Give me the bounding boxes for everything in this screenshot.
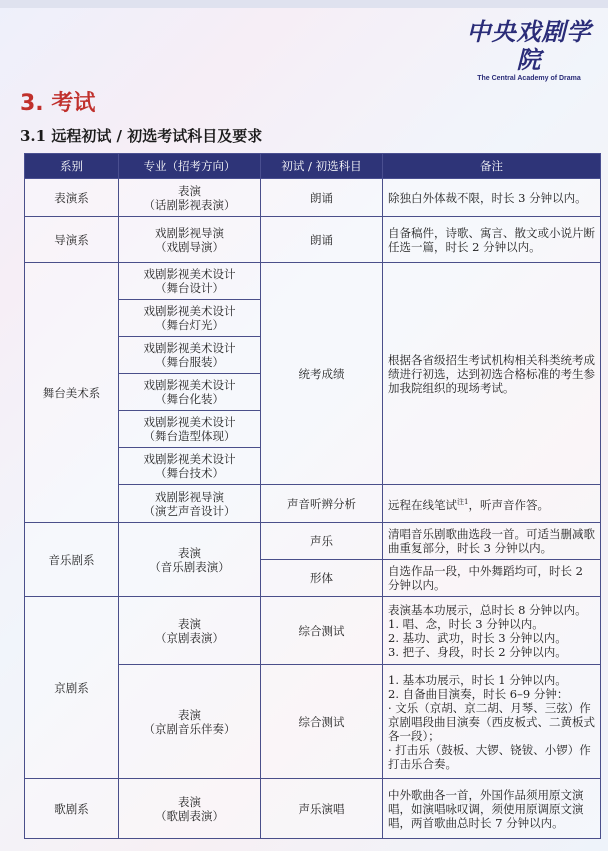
logo-english: The Central Academy of Drama [477,75,581,82]
dept-cell: 舞台美术系 [25,263,119,523]
academy-logo [464,18,594,84]
dept-cell: 歌剧系 [25,779,119,839]
major-cell: 表演 （话剧影视表演） [119,179,261,217]
table-header-row [25,154,601,179]
table-row [25,263,601,300]
exam-subjects-table [24,153,601,839]
header-dept: 系别 [25,154,119,179]
major-cell: 表演 （京剧音乐伴奏） [119,665,261,779]
subject-cell: 统考成绩 [261,263,383,485]
note-cell: 除独白外体裁不限，时长 3 分钟以内。 [383,179,601,217]
major-cell: 表演 （京剧表演） [119,597,261,665]
table-row [25,179,601,217]
major-cell: 表演 （歌剧表演） [119,779,261,839]
note-cell: 清唱音乐剧歌曲选段一首。可适当删减歌曲重复部分，时长 3 分钟以内。 [383,523,601,560]
header-major: 专业（招考方向） [119,154,261,179]
table-row [25,597,601,665]
major-cell: 戏剧影视导演 （演艺声音设计） [119,485,261,523]
header-note: 备注 [383,154,601,179]
subject-cell: 综合测试 [261,597,383,665]
note-cell: 远程在线笔试$^{注1}$，听声音作答。 [383,485,601,523]
note-cell: 中外歌曲各一首，外国作品须用原文演唱，如演唱咏叹调，须使用原调原文演唱，两首歌曲总时长 7 分钟以内。 [383,779,601,839]
major-cell: 戏剧影视美术设计 （舞台技术） [119,448,261,485]
subject-cell: 声音听辨分析 [261,485,383,523]
subject-cell: 声乐演唱 [261,779,383,839]
logo-chinese: 中央戏剧学院 [466,17,592,74]
subsection-title: 3.1 远程初试 / 初选考试科目及要求 [20,127,263,145]
table-row [25,523,601,560]
table-row [25,779,601,839]
subject-cell: 朗诵 [261,179,383,217]
major-cell: 表演 （音乐剧表演） [119,523,261,597]
subject-cell: 形体 [261,560,383,597]
subject-cell: 声乐 [261,523,383,560]
dept-cell: 导演系 [25,217,119,263]
note-cell: 表演基本功展示，总时长 8 分钟以内。 1. 唱、念，时长 3 分钟以内。 2. 基功、武功，时长 3 分钟以内。 3. 把子、身段，时长 2 分钟以内。 [383,597,601,665]
section-title: 3. 考试 [20,91,96,116]
header-subject: 初试 / 初选科目 [261,154,383,179]
dept-cell: 京剧系 [25,597,119,779]
dept-cell: 表演系 [25,179,119,217]
subject-cell: 综合测试 [261,665,383,779]
note-cell: 根据各省级招生考试机构相关科类统考成绩进行初选，达到初选合格标准的考生参加我院组织的现场考试。 [383,263,601,485]
major-cell: 戏剧影视美术设计 （舞台造型体现） [119,411,261,448]
note-cell: 自备稿件，诗歌、寓言、散文或小说片断任选一篇，时长 2 分钟以内。 [383,217,601,263]
top-bar [0,0,608,8]
subject-cell: 朗诵 [261,217,383,263]
major-cell: 戏剧影视美术设计 （舞台化装） [119,374,261,411]
note-cell: 1. 基本功展示，时长 1 分钟以内。 2. 自备曲目演奏，时长 6–9 分钟： · 文乐（京胡、京二胡、月琴、三弦）作京剧唱段曲目演奏（西皮板式、二黄板式各一段）； · 打击乐（鼓板、大锣、铙钹、小锣）作打击乐合奏。 [383,665,601,779]
table-row [25,217,601,263]
major-cell: 戏剧影视导演 （戏剧导演） [119,217,261,263]
major-cell: 戏剧影视美术设计 （舞台设计） [119,263,261,300]
note-cell: 自选作品一段，中外舞蹈均可，时长 2 分钟以内。 [383,560,601,597]
major-cell: 戏剧影视美术设计 （舞台服装） [119,337,261,374]
major-cell: 戏剧影视美术设计 （舞台灯光） [119,300,261,337]
dept-cell: 音乐剧系 [25,523,119,597]
